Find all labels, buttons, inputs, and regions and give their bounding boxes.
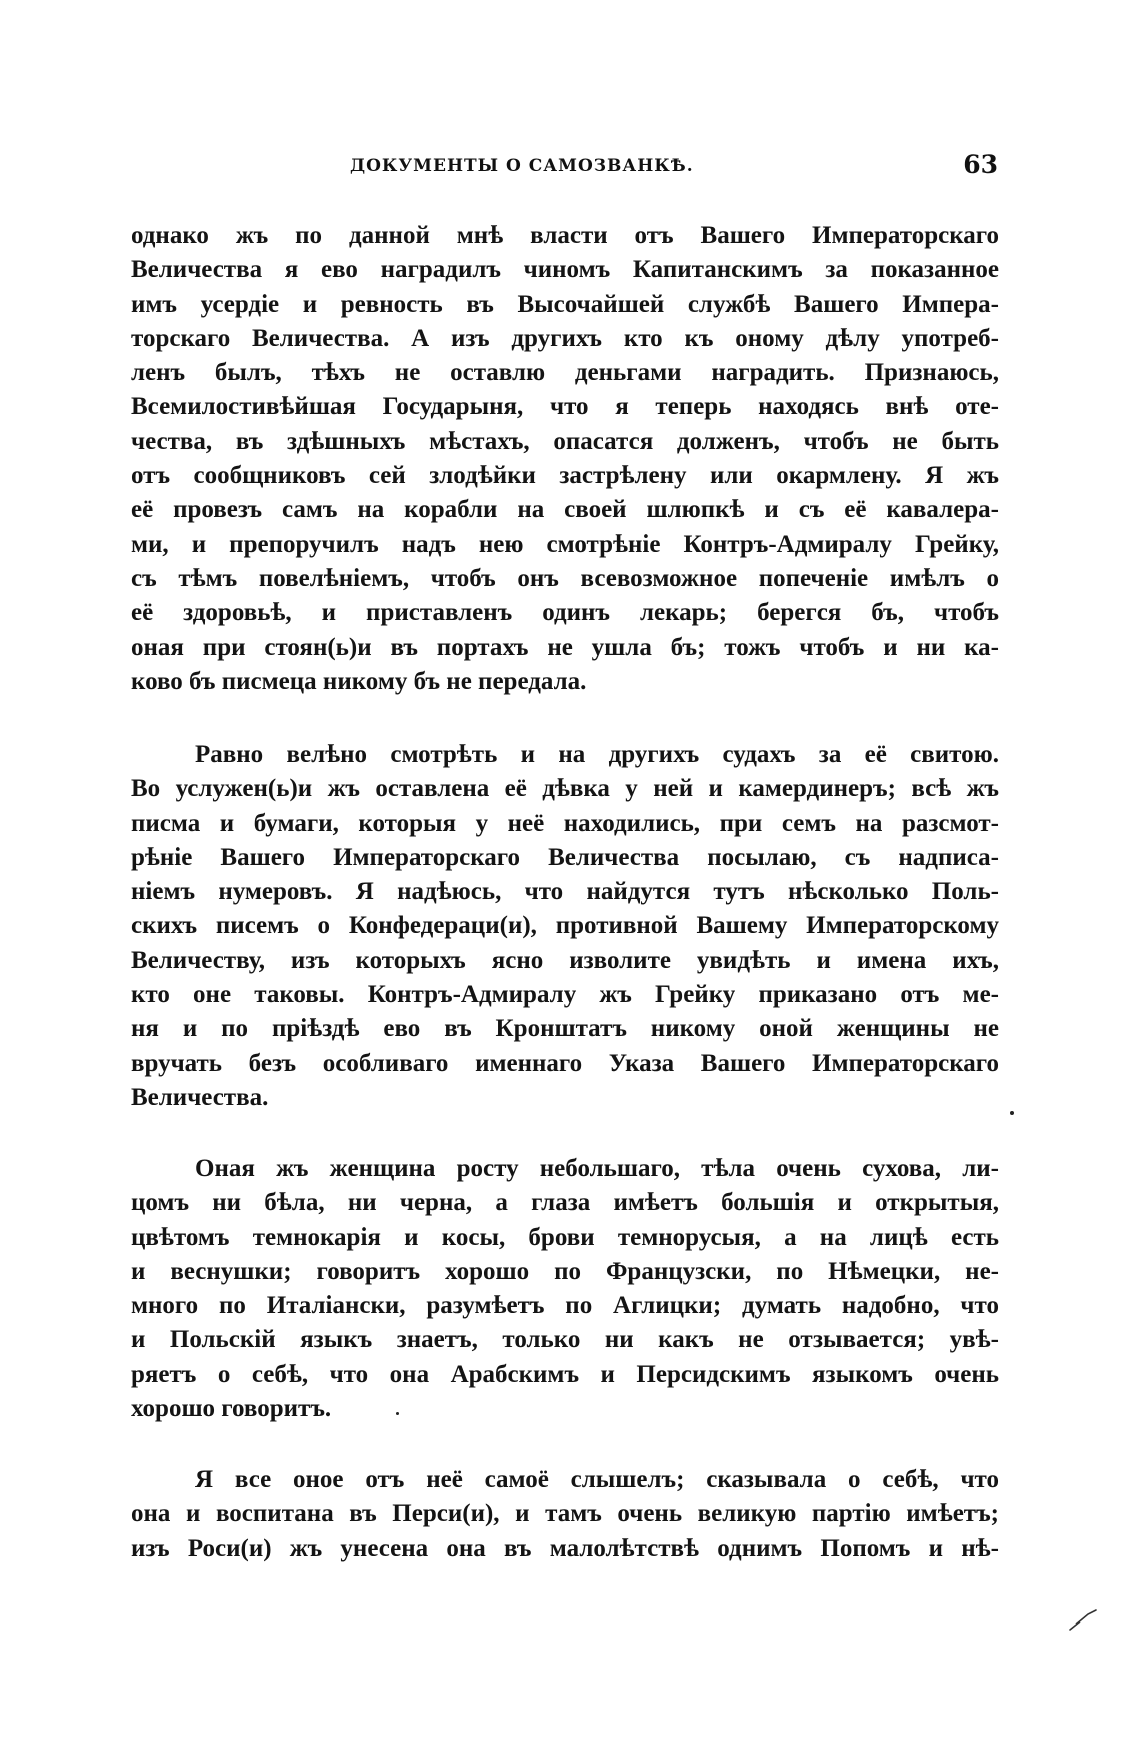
text-line: Во услужен(ь)и жъ оставлена её дѣвка у ней и камердинеръ; всѣ жъ xyxy=(131,775,999,803)
text-line: ня и по пріѣздѣ ево въ Кронштатъ никому оной женщины не xyxy=(131,1015,999,1043)
text-line: торскаго Величества. А изъ другихъ кто къ оному дѣлу употреб- xyxy=(131,324,999,352)
pen-mark-icon xyxy=(1068,1608,1098,1632)
text-line: цвѣтомъ темнокарія и косы, брови темнорусыя, а на лицѣ есть xyxy=(131,1223,999,1251)
text-line: она и воспитана въ Перси(и), и тамъ очень великую партію имѣетъ; xyxy=(131,1500,999,1528)
text-line: её здоровьѣ, и приставленъ одинъ лекарь; берегся бъ, чтобъ xyxy=(131,599,999,627)
text-line: скихъ писемъ о Конфедераци(и), противной Вашему Императорскому xyxy=(131,912,999,940)
text-line: Величеству, изъ которыхъ ясно изволите увидѣть и имена ихъ, xyxy=(131,946,999,974)
text-line: изъ Роси(и) жъ унесена она въ малолѣтствѣ однимъ Попомъ и нѣ- xyxy=(131,1534,999,1562)
text-line: Величества я ево наградилъ чиномъ Капитанскимъ за показанное xyxy=(131,256,999,284)
text-line: Равно велѣно смотрѣть и на другихъ судахъ за её свитою. xyxy=(195,741,999,768)
paragraph-2 xyxy=(131,738,999,1115)
ink-speck xyxy=(396,1412,399,1415)
text-line: Оная жъ женщина росту небольшаго, тѣла очень сухова, ли- xyxy=(195,1155,999,1182)
text-line: чества, въ здѣшныхъ мѣстахъ, опасатся долженъ, чтобъ не быть xyxy=(131,427,999,455)
text-line: цомъ ни бѣла, ни черна, а глаза имѣетъ большія и открытыя, xyxy=(131,1189,999,1217)
text-line: однако жъ по данной мнѣ власти отъ Вашего Императорскаго xyxy=(131,222,999,249)
running-title: ДОКУМЕНТЫ О САМОЗВАНКѢ. xyxy=(350,156,694,176)
paragraph-3 xyxy=(131,1152,999,1426)
text-line: ряетъ о себѣ, что она Арабскимъ и Персидскимъ языкомъ очень xyxy=(131,1360,999,1388)
running-head xyxy=(130,150,998,184)
text-line: ми, и препоручилъ надъ нею смотрѣніе Контръ-Адмиралу Грейку, xyxy=(131,530,999,558)
text-line: Величества. xyxy=(131,1083,269,1111)
text-line: вручать безъ особливаго именнаго Указа Вашего Императорскаго xyxy=(131,1049,999,1077)
text-line: и веснушки; говоритъ хорошо по Французски, по Нѣмецки, не- xyxy=(131,1257,999,1285)
text-line: Всемилостивѣйшая Государыня, что я теперь находясь внѣ оте- xyxy=(131,393,999,421)
text-line: оная при стоян(ь)и въ портахъ не ушла бъ; тожъ чтобъ и ни ка- xyxy=(131,633,999,661)
text-line: и Польскій языкъ знаетъ, только ни какъ не отзывается; увѣ- xyxy=(131,1326,999,1354)
text-line: имъ усердіе и ревность въ Высочайшей службѣ Вашего Импера- xyxy=(131,290,999,318)
text-line: рѣніе Вашего Императорскаго Величества посылаю, съ надписа- xyxy=(131,843,999,871)
text-line: много по Италіански, разумѣетъ по Аглицки; думать надобно, что xyxy=(131,1292,999,1320)
ink-speck xyxy=(1010,1111,1014,1115)
text-line: ніемъ нумеровъ. Я надѣюсь, что найдутся тутъ нѣсколько Поль- xyxy=(131,878,999,906)
text-line: хорошо говоритъ. xyxy=(131,1395,332,1423)
text-line: писма и бумаги, которыя у неё находились, при семъ на разсмот- xyxy=(131,809,999,837)
text-line: съ тѣмъ повелѣніемъ, чтобъ онъ всевозможное попеченіе имѣлъ о xyxy=(131,564,999,592)
paragraph-1 xyxy=(131,219,999,699)
text-line: её провезъ самъ на корабли на своей шлюпкѣ и съ её кавалера- xyxy=(131,496,999,524)
text-line: Я все оное отъ неё самоё слышелъ; сказывала о себѣ, что xyxy=(195,1466,999,1493)
page-number: 63 xyxy=(963,150,998,179)
paragraph-4 xyxy=(131,1463,999,1566)
text-line: кто оне таковы. Контръ-Адмиралу жъ Грейку приказано отъ ме- xyxy=(131,981,999,1009)
text-line: отъ сообщниковъ сей злодѣйки застрѣлену или окармлену. Я жъ xyxy=(131,462,999,490)
text-line: ленъ былъ, тѣхъ не оставлю деньгами наградить. Признаюсь, xyxy=(131,359,999,387)
text-line: ково бъ писмеца никому бъ не передала. xyxy=(131,667,587,695)
